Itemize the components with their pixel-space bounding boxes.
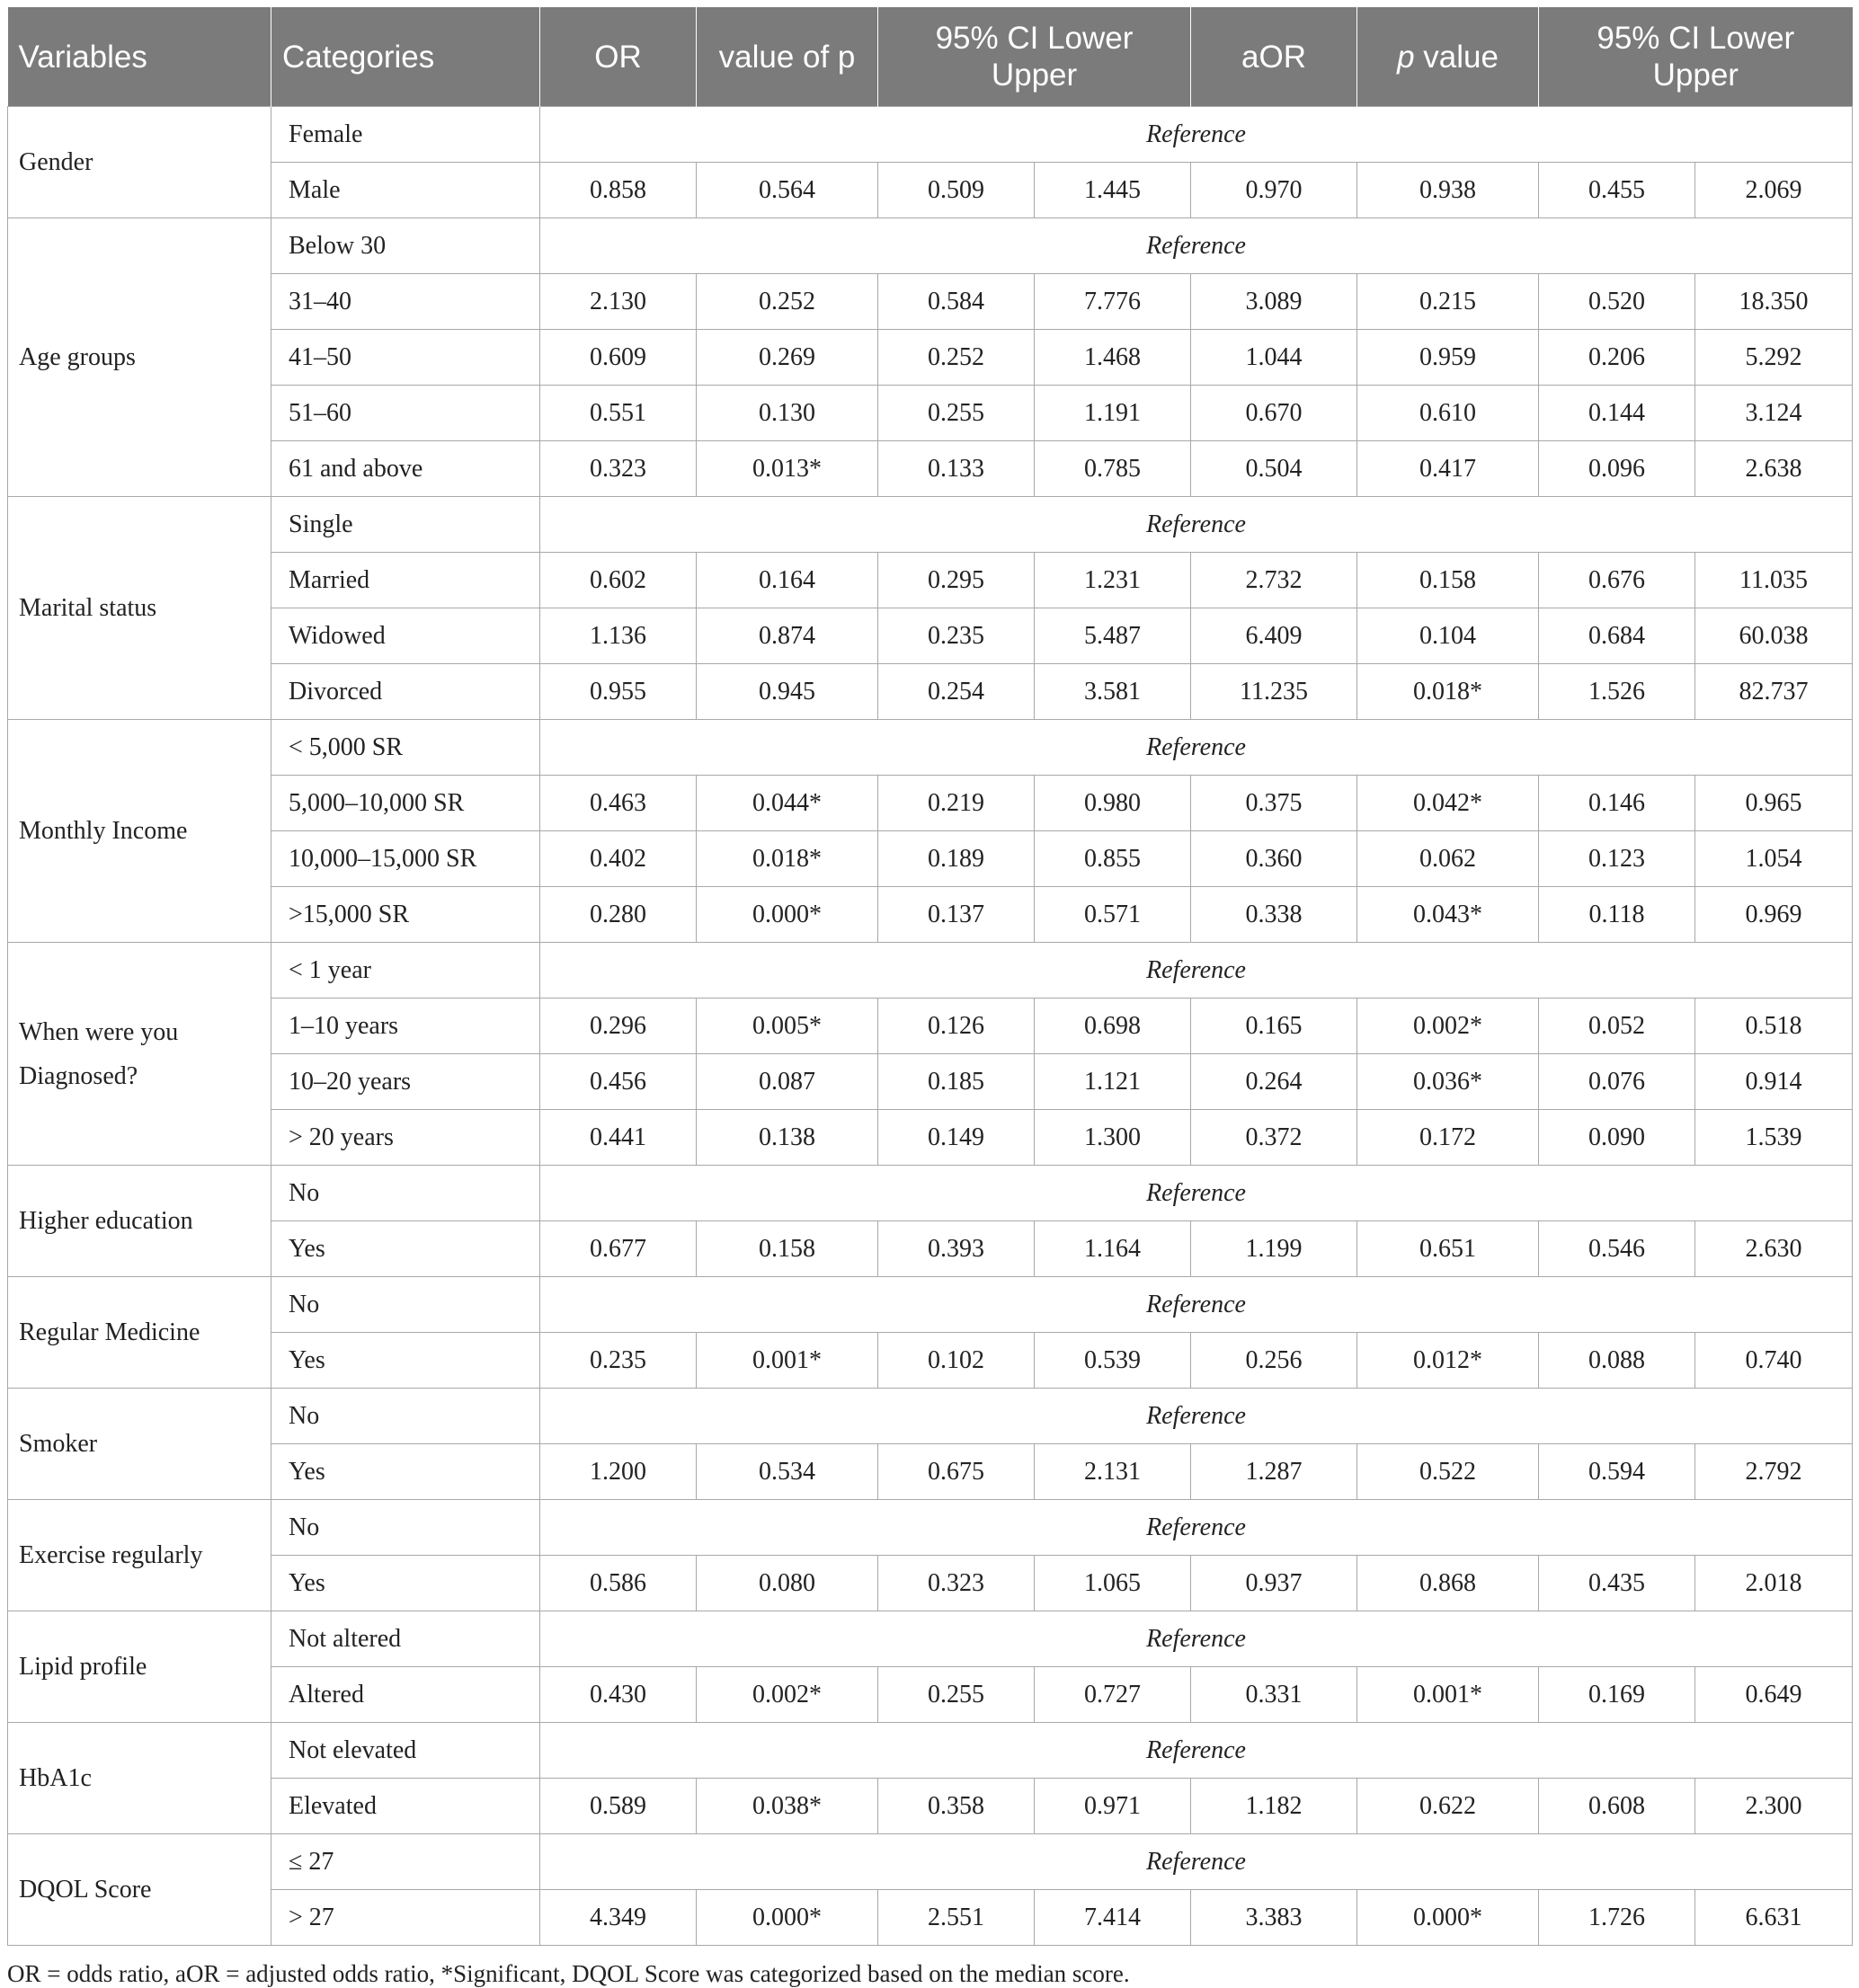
- adj-ci-lower-cell: 0.144: [1539, 386, 1695, 441]
- adj-p-cell: 0.158: [1357, 553, 1539, 608]
- adj-p-cell: 0.868: [1357, 1556, 1539, 1611]
- ci-lower-cell: 0.235: [878, 608, 1035, 664]
- table-row: [8, 1444, 1853, 1500]
- p-cell: 0.158: [697, 1221, 878, 1277]
- table-header: [8, 7, 1853, 107]
- header-ci-adjusted: 95% CI Lower Upper: [1539, 7, 1853, 107]
- variable-cell: Exercise regularly: [8, 1500, 271, 1611]
- header-categories: Categories: [271, 7, 540, 107]
- ci-upper-cell: 1.191: [1035, 386, 1191, 441]
- adj-ci-upper-cell: 2.638: [1695, 441, 1853, 497]
- category-cell: Altered: [271, 1667, 540, 1723]
- table-row: [8, 1667, 1853, 1723]
- p-cell: 0.269: [697, 330, 878, 386]
- p-cell: 0.001*: [697, 1333, 878, 1389]
- aor-cell: 1.287: [1191, 1444, 1357, 1500]
- adj-ci-lower-cell: 0.520: [1539, 274, 1695, 330]
- ci-lower-cell: 0.295: [878, 553, 1035, 608]
- reference-cell: Reference: [540, 1277, 1853, 1333]
- ci-upper-cell: 1.065: [1035, 1556, 1191, 1611]
- ci-lower-cell: 0.255: [878, 386, 1035, 441]
- aor-cell: 2.732: [1191, 553, 1357, 608]
- or-cell: 0.441: [540, 1110, 697, 1166]
- category-cell: ≤ 27: [271, 1834, 540, 1890]
- table-footnote: OR = odds ratio, aOR = adjusted odds ratio, *Significant, DQOL Score was categorized based on the median score.: [7, 1960, 1130, 1987]
- table-body: [8, 107, 1853, 1946]
- ci-upper-cell: 7.776: [1035, 274, 1191, 330]
- table-row: [8, 163, 1853, 218]
- table-row-reference: [8, 1277, 1853, 1333]
- header-p-value: [1357, 7, 1539, 107]
- ci-lower-cell: 0.219: [878, 776, 1035, 831]
- reference-cell: Reference: [540, 1166, 1853, 1221]
- table-row: [8, 1779, 1853, 1834]
- or-cell: 0.280: [540, 887, 697, 943]
- category-cell: 1–10 years: [271, 998, 540, 1054]
- variable-cell: When were you Diagnosed?: [8, 943, 271, 1166]
- category-cell: > 20 years: [271, 1110, 540, 1166]
- adj-p-cell: 0.043*: [1357, 887, 1539, 943]
- adj-ci-upper-cell: 11.035: [1695, 553, 1853, 608]
- or-cell: 0.402: [540, 831, 697, 887]
- or-cell: 1.200: [540, 1444, 697, 1500]
- aor-cell: 0.338: [1191, 887, 1357, 943]
- table-row-reference: [8, 720, 1853, 776]
- adj-ci-upper-cell: 0.914: [1695, 1054, 1853, 1110]
- ci-upper-cell: 3.581: [1035, 664, 1191, 720]
- adj-ci-upper-cell: 82.737: [1695, 664, 1853, 720]
- adj-p-cell: 0.938: [1357, 163, 1539, 218]
- aor-cell: 3.383: [1191, 1890, 1357, 1946]
- table-row: [8, 1333, 1853, 1389]
- adj-ci-upper-cell: 2.018: [1695, 1556, 1853, 1611]
- variable-cell: Lipid profile: [8, 1611, 271, 1723]
- adj-ci-lower-cell: 0.594: [1539, 1444, 1695, 1500]
- header-value-of-p: value of p: [697, 7, 878, 107]
- header-aor: aOR: [1191, 7, 1357, 107]
- adj-p-cell: 0.959: [1357, 330, 1539, 386]
- aor-cell: 0.264: [1191, 1054, 1357, 1110]
- adj-ci-lower-cell: 0.546: [1539, 1221, 1695, 1277]
- aor-cell: 0.670: [1191, 386, 1357, 441]
- adj-ci-lower-cell: 0.090: [1539, 1110, 1695, 1166]
- variable-cell: Smoker: [8, 1389, 271, 1500]
- table-row: [8, 1221, 1853, 1277]
- reference-cell: Reference: [540, 1834, 1853, 1890]
- adj-ci-lower-cell: 0.096: [1539, 441, 1695, 497]
- adj-ci-upper-cell: 2.792: [1695, 1444, 1853, 1500]
- p-cell: 0.087: [697, 1054, 878, 1110]
- p-cell: 0.874: [697, 608, 878, 664]
- table-row: [8, 608, 1853, 664]
- variable-cell: HbA1c: [8, 1723, 271, 1834]
- adj-ci-lower-cell: 0.052: [1539, 998, 1695, 1054]
- adj-ci-upper-cell: 6.631: [1695, 1890, 1853, 1946]
- adj-ci-upper-cell: 3.124: [1695, 386, 1853, 441]
- reference-cell: Reference: [540, 1500, 1853, 1556]
- ci-upper-cell: 0.855: [1035, 831, 1191, 887]
- adj-ci-lower-cell: 0.684: [1539, 608, 1695, 664]
- ci-lower-cell: 0.149: [878, 1110, 1035, 1166]
- adj-p-cell: 0.018*: [1357, 664, 1539, 720]
- ci-upper-cell: 2.131: [1035, 1444, 1191, 1500]
- ci-upper-cell: 0.727: [1035, 1667, 1191, 1723]
- table-row: [8, 386, 1853, 441]
- adj-p-cell: 0.215: [1357, 274, 1539, 330]
- adj-ci-upper-cell: 0.740: [1695, 1333, 1853, 1389]
- ci-lower-cell: 0.189: [878, 831, 1035, 887]
- adj-ci-upper-cell: 18.350: [1695, 274, 1853, 330]
- p-cell: 0.564: [697, 163, 878, 218]
- or-cell: 0.456: [540, 1054, 697, 1110]
- header-p-rest: value: [1414, 39, 1499, 75]
- adj-ci-lower-cell: 0.118: [1539, 887, 1695, 943]
- adj-ci-upper-cell: 2.069: [1695, 163, 1853, 218]
- adj-ci-upper-cell: 2.630: [1695, 1221, 1853, 1277]
- variable-cell: DQOL Score: [8, 1834, 271, 1946]
- aor-cell: 0.504: [1191, 441, 1357, 497]
- table-row-reference: [8, 107, 1853, 163]
- adj-ci-lower-cell: 0.123: [1539, 831, 1695, 887]
- or-cell: 2.130: [540, 274, 697, 330]
- ci-lower-cell: 0.126: [878, 998, 1035, 1054]
- aor-cell: 0.256: [1191, 1333, 1357, 1389]
- p-cell: 0.000*: [697, 887, 878, 943]
- adj-p-cell: 0.417: [1357, 441, 1539, 497]
- category-cell: 10,000–15,000 SR: [271, 831, 540, 887]
- p-cell: 0.000*: [697, 1890, 878, 1946]
- category-cell: 51–60: [271, 386, 540, 441]
- adj-p-cell: 0.036*: [1357, 1054, 1539, 1110]
- category-cell: No: [271, 1389, 540, 1444]
- ci-upper-cell: 0.571: [1035, 887, 1191, 943]
- adj-p-cell: 0.000*: [1357, 1890, 1539, 1946]
- table-row: [8, 330, 1853, 386]
- ci-upper-cell: 1.164: [1035, 1221, 1191, 1277]
- adj-p-cell: 0.042*: [1357, 776, 1539, 831]
- table-row: [8, 776, 1853, 831]
- or-cell: 0.551: [540, 386, 697, 441]
- ci-lower-cell: 0.252: [878, 330, 1035, 386]
- table-row-reference: [8, 1834, 1853, 1890]
- p-cell: 0.252: [697, 274, 878, 330]
- reference-cell: Reference: [540, 720, 1853, 776]
- adj-p-cell: 0.012*: [1357, 1333, 1539, 1389]
- ci-upper-cell: 1.300: [1035, 1110, 1191, 1166]
- table-row: [8, 998, 1853, 1054]
- or-cell: 4.349: [540, 1890, 697, 1946]
- adj-ci-lower-cell: 0.088: [1539, 1333, 1695, 1389]
- table-container: [7, 7, 1852, 1988]
- or-cell: 0.296: [540, 998, 697, 1054]
- p-cell: 0.534: [697, 1444, 878, 1500]
- p-cell: 0.164: [697, 553, 878, 608]
- adj-p-cell: 0.610: [1357, 386, 1539, 441]
- table-row-reference: [8, 1166, 1853, 1221]
- reference-cell: Reference: [540, 943, 1853, 998]
- or-cell: 0.323: [540, 441, 697, 497]
- or-cell: 0.463: [540, 776, 697, 831]
- aor-cell: 0.331: [1191, 1667, 1357, 1723]
- table-row-reference: [8, 1500, 1853, 1556]
- ci-lower-cell: 0.509: [878, 163, 1035, 218]
- adj-ci-lower-cell: 0.206: [1539, 330, 1695, 386]
- adj-p-cell: 0.522: [1357, 1444, 1539, 1500]
- ci-upper-cell: 5.487: [1035, 608, 1191, 664]
- or-cell: 0.430: [540, 1667, 697, 1723]
- table-row: [8, 664, 1853, 720]
- adj-p-cell: 0.104: [1357, 608, 1539, 664]
- category-cell: Male: [271, 163, 540, 218]
- aor-cell: 1.044: [1191, 330, 1357, 386]
- category-cell: Single: [271, 497, 540, 553]
- table-row: [8, 553, 1853, 608]
- category-cell: Yes: [271, 1221, 540, 1277]
- category-cell: 61 and above: [271, 441, 540, 497]
- or-cell: 0.602: [540, 553, 697, 608]
- adj-ci-upper-cell: 1.539: [1695, 1110, 1853, 1166]
- table-row-reference: [8, 1389, 1853, 1444]
- aor-cell: 0.165: [1191, 998, 1357, 1054]
- variable-cell: Marital status: [8, 497, 271, 720]
- ci-lower-cell: 0.255: [878, 1667, 1035, 1723]
- category-cell: 5,000–10,000 SR: [271, 776, 540, 831]
- aor-cell: 0.375: [1191, 776, 1357, 831]
- ci-upper-cell: 0.980: [1035, 776, 1191, 831]
- category-cell: < 1 year: [271, 943, 540, 998]
- aor-cell: 1.182: [1191, 1779, 1357, 1834]
- table-row: [8, 831, 1853, 887]
- adj-ci-lower-cell: 1.526: [1539, 664, 1695, 720]
- category-cell: No: [271, 1166, 540, 1221]
- adj-ci-upper-cell: 60.038: [1695, 608, 1853, 664]
- aor-cell: 1.199: [1191, 1221, 1357, 1277]
- table-row: [8, 1110, 1853, 1166]
- ci-upper-cell: 0.785: [1035, 441, 1191, 497]
- category-cell: Elevated: [271, 1779, 540, 1834]
- table-row-reference: [8, 497, 1853, 553]
- table-row: [8, 887, 1853, 943]
- p-cell: 0.018*: [697, 831, 878, 887]
- ci-lower-cell: 0.133: [878, 441, 1035, 497]
- variable-cell: Monthly Income: [8, 720, 271, 943]
- reference-cell: Reference: [540, 1723, 1853, 1779]
- category-cell: Female: [271, 107, 540, 163]
- table-row: [8, 1054, 1853, 1110]
- adj-ci-upper-cell: 1.054: [1695, 831, 1853, 887]
- p-cell: 0.945: [697, 664, 878, 720]
- ci-upper-cell: 1.231: [1035, 553, 1191, 608]
- reference-cell: Reference: [540, 1611, 1853, 1667]
- ci-lower-cell: 0.323: [878, 1556, 1035, 1611]
- regression-table: [7, 7, 1853, 1946]
- category-cell: < 5,000 SR: [271, 720, 540, 776]
- table-row: [8, 441, 1853, 497]
- adj-ci-lower-cell: 0.676: [1539, 553, 1695, 608]
- category-cell: 41–50: [271, 330, 540, 386]
- adj-ci-lower-cell: 0.076: [1539, 1054, 1695, 1110]
- p-cell: 0.038*: [697, 1779, 878, 1834]
- ci-lower-cell: 0.393: [878, 1221, 1035, 1277]
- reference-cell: Reference: [540, 497, 1853, 553]
- adj-ci-lower-cell: 0.146: [1539, 776, 1695, 831]
- category-cell: Married: [271, 553, 540, 608]
- adj-p-cell: 0.172: [1357, 1110, 1539, 1166]
- ci-lower-cell: 0.254: [878, 664, 1035, 720]
- variable-cell: Higher education: [8, 1166, 271, 1277]
- category-cell: Yes: [271, 1444, 540, 1500]
- aor-cell: 0.937: [1191, 1556, 1357, 1611]
- header-or: OR: [540, 7, 697, 107]
- adj-ci-upper-cell: 0.649: [1695, 1667, 1853, 1723]
- reference-cell: Reference: [540, 1389, 1853, 1444]
- ci-lower-cell: 0.358: [878, 1779, 1035, 1834]
- p-cell: 0.005*: [697, 998, 878, 1054]
- ci-upper-cell: 1.121: [1035, 1054, 1191, 1110]
- variable-cell: Gender: [8, 107, 271, 218]
- adj-ci-upper-cell: 0.965: [1695, 776, 1853, 831]
- adj-p-cell: 0.622: [1357, 1779, 1539, 1834]
- category-cell: No: [271, 1500, 540, 1556]
- ci-lower-cell: 0.102: [878, 1333, 1035, 1389]
- adj-ci-upper-cell: 2.300: [1695, 1779, 1853, 1834]
- category-cell: > 27: [271, 1890, 540, 1946]
- adj-ci-upper-cell: 5.292: [1695, 330, 1853, 386]
- reference-cell: Reference: [540, 218, 1853, 274]
- variable-cell: Regular Medicine: [8, 1277, 271, 1389]
- ci-upper-cell: 0.539: [1035, 1333, 1191, 1389]
- ci-lower-cell: 0.675: [878, 1444, 1035, 1500]
- table-row-reference: [8, 1723, 1853, 1779]
- or-cell: 0.677: [540, 1221, 697, 1277]
- adj-ci-lower-cell: 0.608: [1539, 1779, 1695, 1834]
- table-row: [8, 1890, 1853, 1946]
- table-row-reference: [8, 943, 1853, 998]
- adj-p-cell: 0.062: [1357, 831, 1539, 887]
- category-cell: 10–20 years: [271, 1054, 540, 1110]
- aor-cell: 0.360: [1191, 831, 1357, 887]
- or-cell: 0.955: [540, 664, 697, 720]
- ci-upper-cell: 0.698: [1035, 998, 1191, 1054]
- category-cell: 31–40: [271, 274, 540, 330]
- ci-upper-cell: 0.971: [1035, 1779, 1191, 1834]
- or-cell: 0.609: [540, 330, 697, 386]
- or-cell: 0.589: [540, 1779, 697, 1834]
- reference-cell: Reference: [540, 107, 1853, 163]
- adj-ci-upper-cell: 0.969: [1695, 887, 1853, 943]
- aor-cell: 0.372: [1191, 1110, 1357, 1166]
- ci-lower-cell: 2.551: [878, 1890, 1035, 1946]
- aor-cell: 6.409: [1191, 608, 1357, 664]
- category-cell: Not altered: [271, 1611, 540, 1667]
- adj-p-cell: 0.002*: [1357, 998, 1539, 1054]
- adj-ci-lower-cell: 1.726: [1539, 1890, 1695, 1946]
- category-cell: Below 30: [271, 218, 540, 274]
- table-row-reference: [8, 218, 1853, 274]
- category-cell: >15,000 SR: [271, 887, 540, 943]
- category-cell: Not elevated: [271, 1723, 540, 1779]
- header-variables: Variables: [8, 7, 271, 107]
- p-cell: 0.130: [697, 386, 878, 441]
- aor-cell: 3.089: [1191, 274, 1357, 330]
- aor-cell: 0.970: [1191, 163, 1357, 218]
- category-cell: Divorced: [271, 664, 540, 720]
- ci-lower-cell: 0.185: [878, 1054, 1035, 1110]
- or-cell: 0.586: [540, 1556, 697, 1611]
- p-cell: 0.080: [697, 1556, 878, 1611]
- p-cell: 0.044*: [697, 776, 878, 831]
- adj-ci-lower-cell: 0.455: [1539, 163, 1695, 218]
- p-cell: 0.138: [697, 1110, 878, 1166]
- or-cell: 0.858: [540, 163, 697, 218]
- ci-lower-cell: 0.137: [878, 887, 1035, 943]
- header-ci-unadjusted: 95% CI Lower Upper: [878, 7, 1191, 107]
- adj-ci-upper-cell: 0.518: [1695, 998, 1853, 1054]
- or-cell: 1.136: [540, 608, 697, 664]
- aor-cell: 11.235: [1191, 664, 1357, 720]
- ci-lower-cell: 0.584: [878, 274, 1035, 330]
- ci-upper-cell: 1.468: [1035, 330, 1191, 386]
- category-cell: No: [271, 1277, 540, 1333]
- or-cell: 0.235: [540, 1333, 697, 1389]
- ci-upper-cell: 7.414: [1035, 1890, 1191, 1946]
- table-row: [8, 274, 1853, 330]
- header-p-italic: p: [1397, 39, 1415, 75]
- table-row: [8, 1556, 1853, 1611]
- variable-cell: Age groups: [8, 218, 271, 497]
- category-cell: Yes: [271, 1333, 540, 1389]
- table-row-reference: [8, 1611, 1853, 1667]
- adj-ci-lower-cell: 0.435: [1539, 1556, 1695, 1611]
- p-cell: 0.013*: [697, 441, 878, 497]
- p-cell: 0.002*: [697, 1667, 878, 1723]
- adj-ci-lower-cell: 0.169: [1539, 1667, 1695, 1723]
- adj-p-cell: 0.651: [1357, 1221, 1539, 1277]
- adj-p-cell: 0.001*: [1357, 1667, 1539, 1723]
- category-cell: Widowed: [271, 608, 540, 664]
- category-cell: Yes: [271, 1556, 540, 1611]
- ci-upper-cell: 1.445: [1035, 163, 1191, 218]
